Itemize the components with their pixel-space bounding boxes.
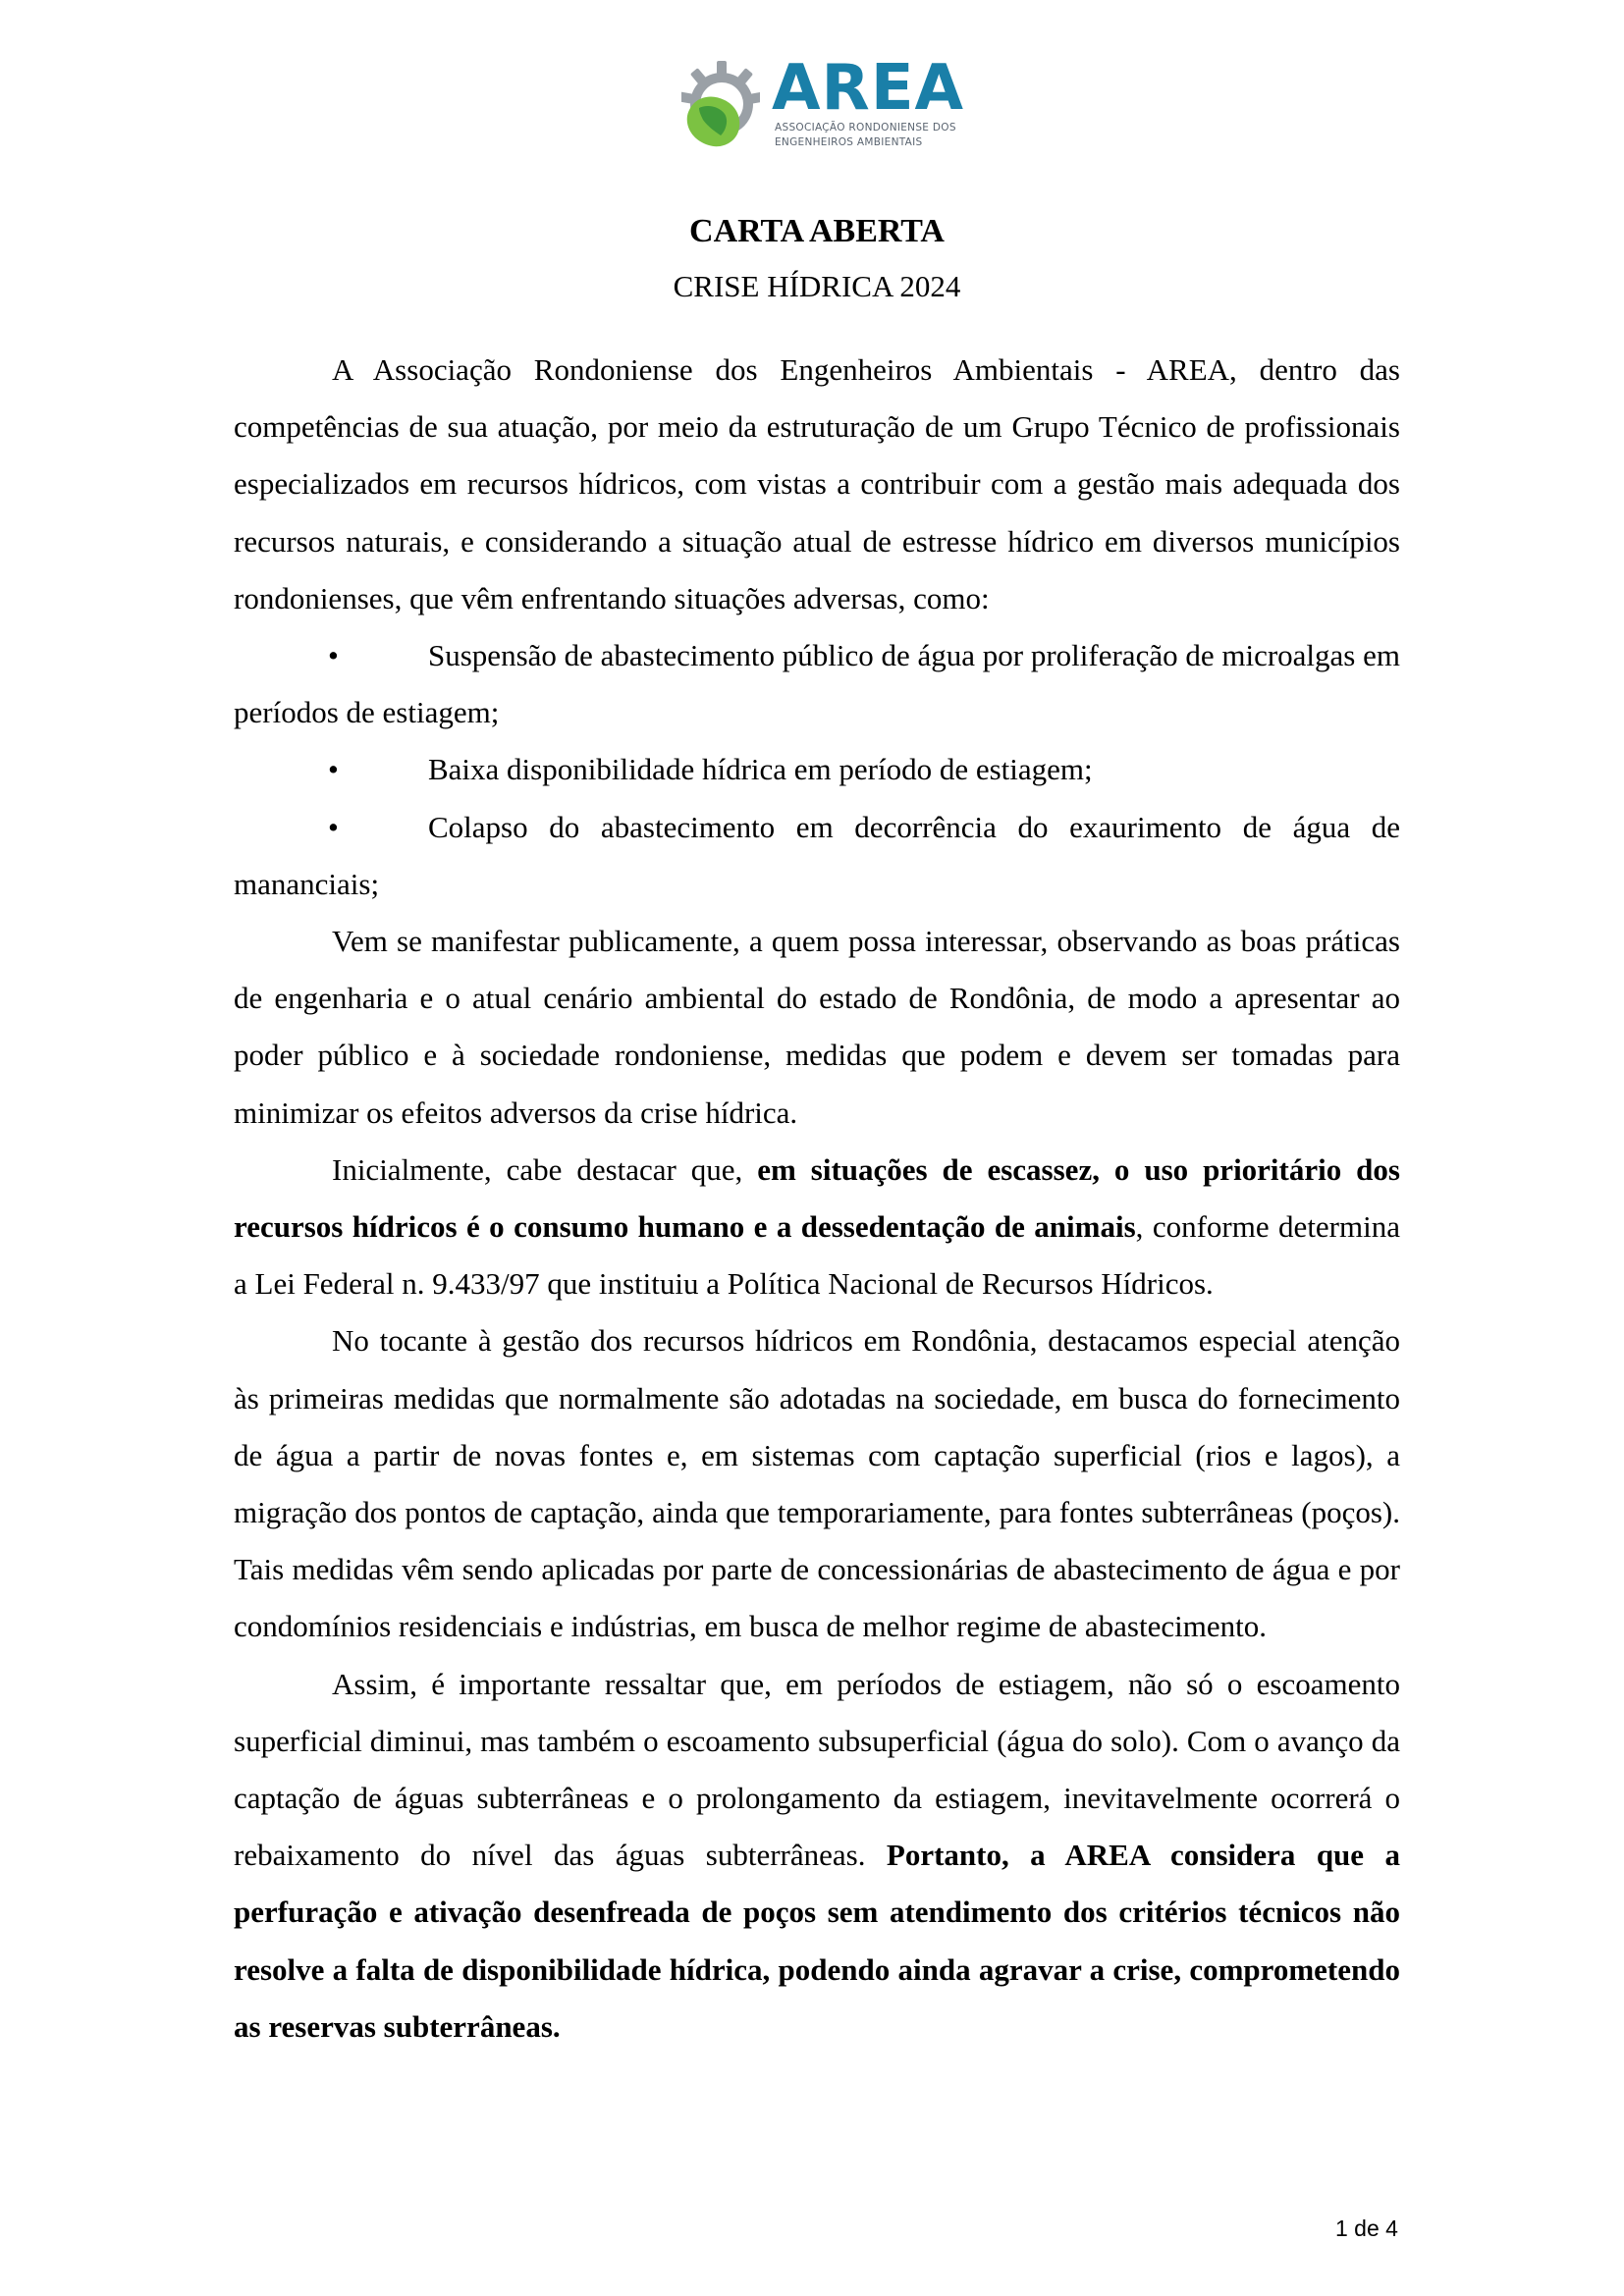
management-paragraph: No tocante à gestão dos recursos hídricos em Rondônia, destacamos especial atenção às primeiras medidas que normalmente são adotadas na sociedade, em busca do fornecimento de água a partir de novas fontes e, em sistemas com captação superficial (rios e lagos), a migração dos pontos de captação, ainda que temporariamente, para fontes subterrâneas (poços). Tais medidas vêm sendo aplicadas por parte de concessionárias de abastecimento de água e por condomínios residenciais e indústrias, em busca de melhor regime de abastecimento. — [234, 1323, 1400, 1644]
bullet-icon: • — [328, 638, 339, 673]
bullet-text: Suspensão de abastecimento público de água por proliferação de microalgas em períodos de estiagem; — [234, 638, 1400, 730]
bullet-text: Colapso do abastecimento em decorrência do exaurimento de água de mananciais; — [234, 809, 1400, 901]
initial-paragraph — [234, 1142, 1400, 1313]
document-subtitle: CRISE HÍDRICA 2024 — [673, 269, 961, 303]
logo-subtitle — [775, 121, 956, 150]
bullet-item — [234, 741, 1400, 798]
letter-body — [234, 212, 1400, 2056]
document-title: CARTA ABERTA — [689, 213, 945, 249]
bullet-item — [234, 799, 1400, 913]
initial-text: Inicialmente, cabe destacar que, — [332, 1151, 758, 1187]
logo-subtitle-line2: ENGENHEIROS AMBIENTAIS — [775, 136, 923, 148]
initial-bold-text: em situações de escassez, o uso prioritário dos recursos hídricos é o consumo humano e a dessedentação de animais — [234, 1151, 1400, 1245]
gear-leaf-logo-icon — [681, 59, 760, 153]
intro-paragraph: A Associação Rondoniense dos Engenheiros Ambientais - AREA, dentro das competências de sua atuação, por meio da estruturação de um Grupo Técnico de profissionais especializados em recursos hídricos, com vistas a contribuir com a gestão mais adequada dos recursos naturais, e considerando a situação atual de estresse hídrico em diversos municípios rondonienses, que vêm enfrentando situações adversas, como: — [234, 352, 1400, 615]
bullet-icon: • — [328, 752, 339, 787]
logo-subtitle-line1: ASSOCIAÇÃO RONDONIENSE DOS — [775, 122, 956, 133]
manifest-paragraph: Vem se manifestar publicamente, a quem possa interessar, observando as boas práticas de engenharia e o atual cenário ambiental do estado de Rondônia, de modo a apresentar ao poder público e à sociedade rondoniense, medidas que podem e devem ser tomadas para minimizar os efeitos adversos da crise hídrica. — [234, 924, 1400, 1130]
bullet-icon: • — [328, 809, 339, 844]
conclusion-bold-text: Portanto, a AREA considera que a perfuração e ativação desenfreada de poços sem atendimento dos critérios técnicos não resolve a falta de disponibilidade hídrica, podendo ainda agravar a crise, comprometendo as reservas subterrâneas. — [234, 1838, 1400, 2044]
bullet-text: Baixa disponibilidade hídrica em período de estiagem; — [428, 752, 1093, 787]
initial-text-end: , conforme determina a Lei Federal n. 9.433/97 que instituiu a Política Nacional de Recursos Hídricos. — [234, 1209, 1400, 1302]
page-number: 1 de 4 — [1335, 2216, 1398, 2241]
area-logo — [681, 52, 965, 157]
conclusion-text: Assim, é importante ressaltar que, em períodos de estiagem, não só o escoamento superficial diminui, mas também o escoamento subsuperficial (água do solo). Com o avanço da captação de águas subterrâneas e o prolongamento da estiagem, inevitavelmente ocorrerá o rebaixamento do nível das águas subterrâneas. — [234, 1666, 1400, 1873]
logo-wordmark: AREA — [772, 52, 965, 125]
bullet-item — [234, 627, 1400, 741]
conclusion-paragraph — [234, 1656, 1400, 2056]
